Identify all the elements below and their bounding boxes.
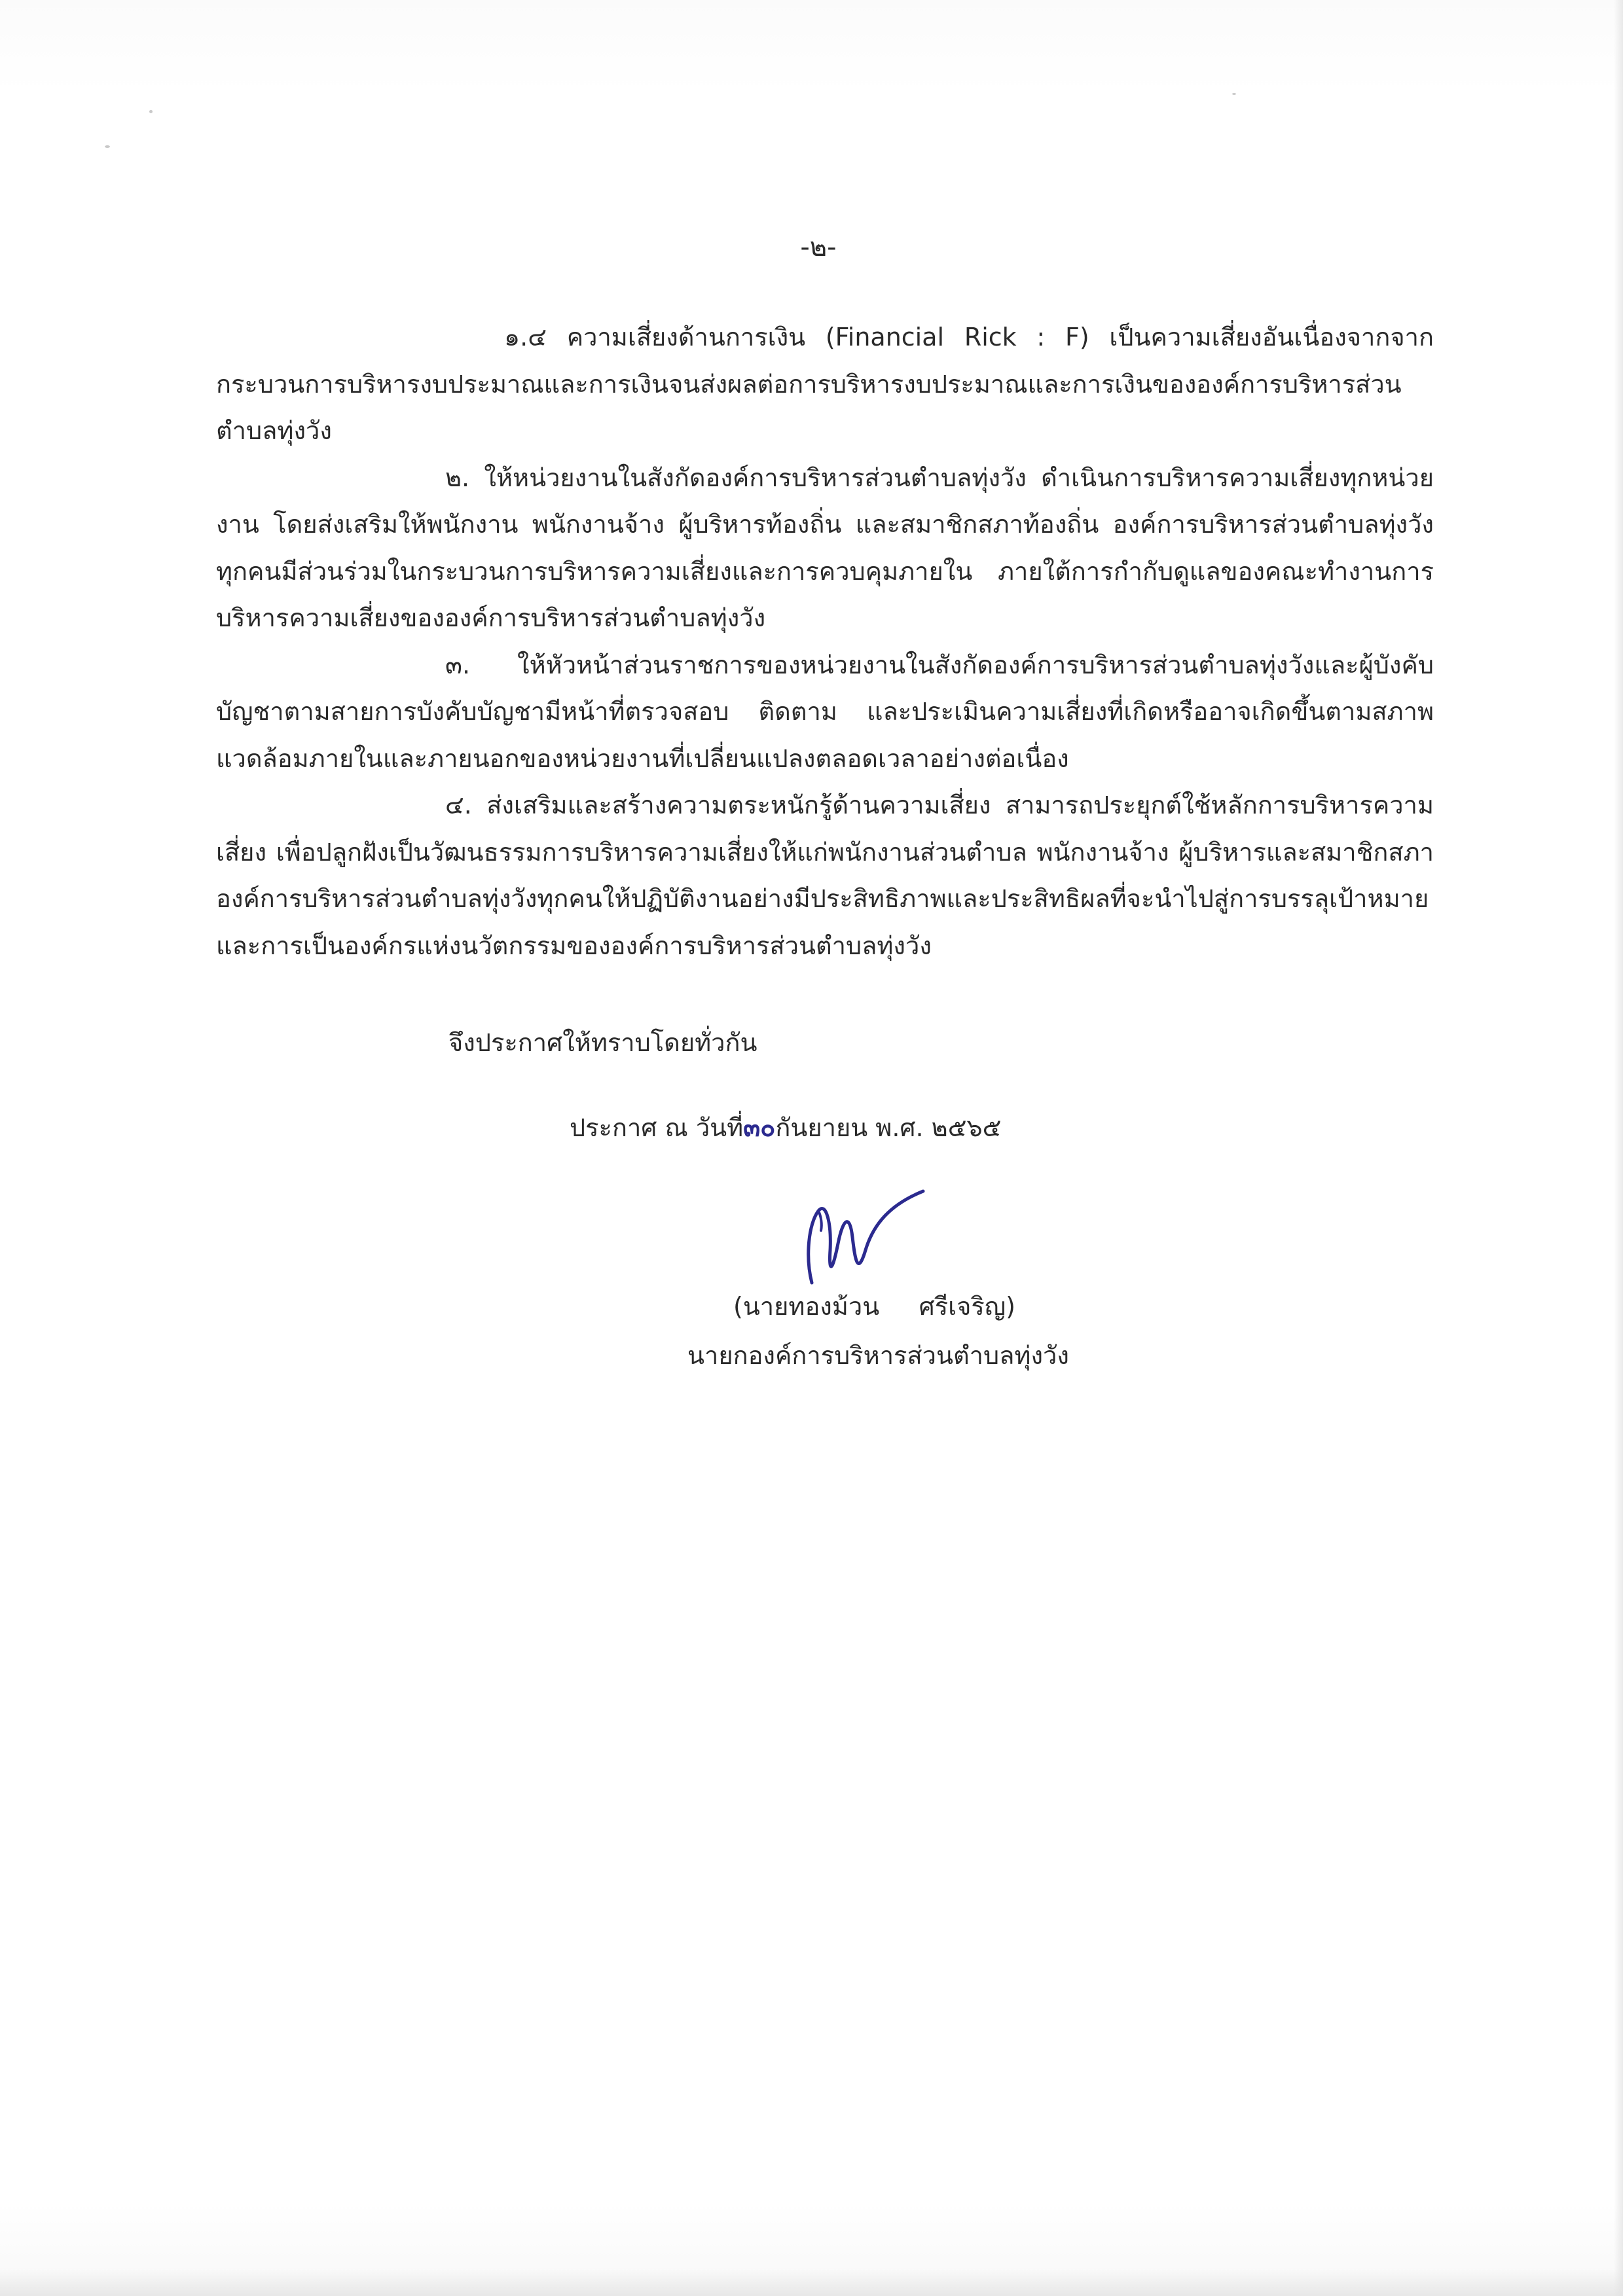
- document-body: [216, 314, 1434, 969]
- signer-name: (นายทองม้วน ศรีเจริญ): [733, 1292, 1015, 1321]
- scan-speck: [149, 110, 153, 113]
- date-prefix: ประกาศ ณ วันที่: [570, 1113, 744, 1142]
- date-month-year: กันยายน พ.ศ. ๒๕๖๕: [775, 1113, 1002, 1142]
- scan-speck: [105, 145, 110, 148]
- signer-title: นายกองค์การบริหารส่วนตำบลทุ่งวัง: [687, 1341, 1069, 1370]
- paragraph-item-3: ๓. ให้หัวหน้าส่วนราชการของหน่วยงานในสังกัดองค์การบริหารส่วนตำบลทุ่งวังและผู้บังคับบัญชาตามสายการบังคับบัญชามีหน้าที่ตรวจสอบ ติดตาม และประเมินความเสี่ยงที่เกิดหรืออาจเกิดขึ้นตามสภาพแวดล้อมภายในและภายนอกของหน่วยงานที่เปลี่ยนแปลงตลอดเวลาอย่างต่อเนื่อง: [216, 650, 1434, 773]
- announcement-line: จึงประกาศให้ทราบโดยทั่วกัน: [448, 1028, 757, 1057]
- scan-edge-right: [1614, 0, 1623, 2296]
- page-number: -๒-: [800, 232, 837, 262]
- paragraph-financial-risk: [216, 314, 1434, 455]
- date-day-handwritten: ๓๐: [743, 1113, 776, 1142]
- scan-speck: [1232, 93, 1236, 95]
- announcement-date: [570, 1107, 1001, 1147]
- paragraph-financial-risk-line1: ๑.๔ ความเสี่ยงด้านการเงิน (Financial Rick : F) เป็นความเสี่ยงอันเนื่องจากจาก: [504, 323, 1434, 351]
- paragraph-item-2: ๒. ให้หน่วยงานในสังกัดองค์การบริหารส่วนตำบลทุ่งวัง ดำเนินการบริหารความเสี่ยงทุกหน่วยงาน โดยส่งเสริมให้พนักงาน พนักงานจ้าง ผู้บริหารท้องถิ่น และสมาชิกสภาท้องถิ่น องค์การบริหารส่วนตำบลทุ่งวังทุกคนมีส่วนร่วมในกระบวนการบริหารความเสี่ยงและการควบคุมภายใน ภายใต้การกำกับดูแลของคณะทำงานการบริหารความเสี่ยงขององค์การบริหารส่วนตำบลทุ่งวัง: [216, 463, 1434, 632]
- paragraph-item-4: ๔. ส่งเสริมและสร้างความตระหนักรู้ด้านความเสี่ยง สามารถประยุกต์ใช้หลักการบริหารความเสี่ยง เพื่อปลูกฝังเป็นวัฒนธรรมการบริหารความเสี่ยงให้แก่พนักงานส่วนตำบล พนักงานจ้าง ผู้บริหารและสมาชิกสภาองค์การบริหารส่วนตำบลทุ่งวังทุกคนให้ปฏิบัติงานอย่างมีประสิทธิภาพและประสิทธิผลที่จะนำไปสู่การบรรลุเป้าหมายและการเป็นองค์กรแห่งนวัตกรรมขององค์การบริหารส่วนตำบลทุ่งวัง: [216, 791, 1434, 960]
- paragraph-financial-risk-rest: กระบวนการบริหารงบประมาณและการเงินจนส่งผลต่อการบริหารงบประมาณและการเงินขององค์การบริหารส่วนตำบลทุ่งวัง: [216, 369, 1402, 445]
- scan-edge-bottom: [0, 2270, 1623, 2296]
- handwritten-signature: [792, 1185, 949, 1296]
